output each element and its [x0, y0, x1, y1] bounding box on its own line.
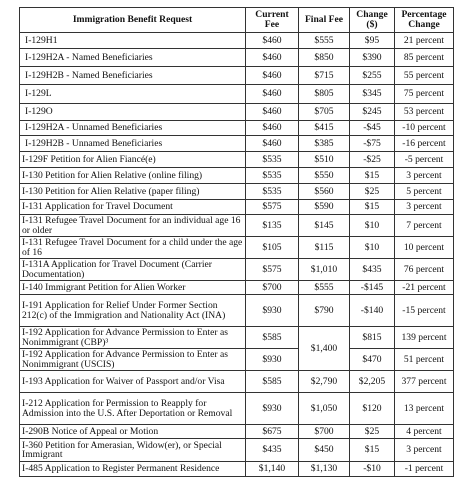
change-cell: $10 — [350, 215, 395, 237]
table-row — [20, 371, 454, 393]
table-row — [20, 49, 454, 67]
table-row — [20, 349, 454, 371]
percentage-cell: 85 percent — [395, 49, 454, 67]
current-fee-cell: $435 — [246, 439, 299, 462]
current-fee-cell: $585 — [246, 327, 299, 349]
request-cell: I-131 Refugee Travel Document for an individual age 16 or older — [20, 215, 246, 237]
final-fee-cell: $115 — [299, 237, 350, 259]
current-fee-cell: $535 — [246, 168, 299, 184]
table-row — [20, 215, 454, 237]
table-row — [20, 425, 454, 439]
final-fee-cell: $560 — [299, 184, 350, 200]
percentage-cell: -10 percent — [395, 121, 454, 136]
final-fee-cell: $1,050 — [299, 393, 350, 425]
percentage-cell: -15 percent — [395, 295, 454, 327]
final-fee-cell: $415 — [299, 121, 350, 136]
current-fee-cell: $930 — [246, 349, 299, 371]
table-row — [20, 104, 454, 121]
current-fee-cell: $675 — [246, 425, 299, 439]
percentage-cell: 377 percent — [395, 371, 454, 393]
current-fee-cell: $460 — [246, 49, 299, 67]
table-row — [20, 184, 454, 200]
final-fee-cell: $850 — [299, 49, 350, 67]
final-fee-cell: $715 — [299, 67, 350, 85]
fee-table-container — [19, 7, 454, 477]
percentage-cell: 5 percent — [395, 184, 454, 200]
current-fee-cell: $460 — [246, 67, 299, 85]
table-row — [20, 136, 454, 152]
change-cell: $25 — [350, 184, 395, 200]
table-row — [20, 295, 454, 327]
request-cell: I-360 Petition for Amerasian, Widow(er), or Special Immigrant — [20, 439, 246, 462]
percentage-cell: -16 percent — [395, 136, 454, 152]
percentage-cell: 4 percent — [395, 425, 454, 439]
request-cell: I-193 Application for Waiver of Passport and/or Visa — [20, 371, 246, 393]
table-row — [20, 439, 454, 462]
request-cell: I-485 Application to Register Permanent Residence — [20, 462, 246, 477]
request-cell: I-129H2B - Unnamed Beneficiaries — [20, 136, 246, 152]
current-fee-cell: $930 — [246, 393, 299, 425]
table-row — [20, 152, 454, 168]
final-fee-cell: $590 — [299, 200, 350, 215]
final-fee-cell: $1,010 — [299, 259, 350, 281]
final-fee-cell: $385 — [299, 136, 350, 152]
request-cell: I-129H2A - Named Beneficiaries — [20, 49, 246, 67]
percentage-cell: 13 percent — [395, 393, 454, 425]
request-cell: I-192 Application for Advance Permission to Enter as Nonimmigrant (USCIS) — [20, 349, 246, 371]
table-row — [20, 281, 454, 295]
table-row — [20, 168, 454, 184]
change-cell: $255 — [350, 67, 395, 85]
percentage-cell: 3 percent — [395, 439, 454, 462]
header-current-fee: Current Fee — [246, 8, 299, 33]
change-cell: $15 — [350, 439, 395, 462]
percentage-cell: 139 percent — [395, 327, 454, 349]
current-fee-cell: $1,140 — [246, 462, 299, 477]
percentage-cell: 21 percent — [395, 33, 454, 49]
change-cell: $95 — [350, 33, 395, 49]
current-fee-cell: $585 — [246, 371, 299, 393]
fee-table — [19, 7, 454, 477]
change-cell: $245 — [350, 104, 395, 121]
request-cell: I-130 Petition for Alien Relative (online filing) — [20, 168, 246, 184]
table-row — [20, 327, 454, 349]
header-change: Change ($) — [350, 8, 395, 33]
final-fee-cell: $550 — [299, 168, 350, 184]
request-cell: I-130 Petition for Alien Relative (paper filing) — [20, 184, 246, 200]
final-fee-cell: $805 — [299, 85, 350, 104]
percentage-cell: 3 percent — [395, 168, 454, 184]
change-cell: $470 — [350, 349, 395, 371]
percentage-cell: 53 percent — [395, 104, 454, 121]
final-fee-cell: $555 — [299, 281, 350, 295]
final-fee-cell: $705 — [299, 104, 350, 121]
change-cell: $120 — [350, 393, 395, 425]
request-cell: I-290B Notice of Appeal or Motion — [20, 425, 246, 439]
change-cell: -$145 — [350, 281, 395, 295]
current-fee-cell: $535 — [246, 152, 299, 168]
current-fee-cell: $460 — [246, 136, 299, 152]
final-fee-cell: $450 — [299, 439, 350, 462]
final-fee-cell: $145 — [299, 215, 350, 237]
change-cell: $390 — [350, 49, 395, 67]
request-cell: I-191 Application for Relief Under Former Section 212(c) of the Immigration and Nationality Act (INA) — [20, 295, 246, 327]
percentage-cell: 75 percent — [395, 85, 454, 104]
current-fee-cell: $460 — [246, 121, 299, 136]
request-cell: I-129L — [20, 85, 246, 104]
percentage-cell: -5 percent — [395, 152, 454, 168]
change-cell: $345 — [350, 85, 395, 104]
table-row — [20, 200, 454, 215]
table-row — [20, 462, 454, 477]
final-fee-cell: $700 — [299, 425, 350, 439]
percentage-cell: 51 percent — [395, 349, 454, 371]
final-fee-cell: $1,130 — [299, 462, 350, 477]
percentage-cell: -21 percent — [395, 281, 454, 295]
current-fee-cell: $575 — [246, 200, 299, 215]
current-fee-cell: $535 — [246, 184, 299, 200]
current-fee-cell: $460 — [246, 104, 299, 121]
request-cell: I-192 Application for Advance Permission to Enter as Nonimmigrant (CBP)³ — [20, 327, 246, 349]
request-cell: I-140 Immigrant Petition for Alien Worker — [20, 281, 246, 295]
header-percentage-change: Percentage Change — [395, 8, 454, 33]
final-fee-cell: $790 — [299, 295, 350, 327]
table-row — [20, 85, 454, 104]
percentage-cell: 55 percent — [395, 67, 454, 85]
request-cell: I-131 Application for Travel Document — [20, 200, 246, 215]
current-fee-cell: $460 — [246, 33, 299, 49]
percentage-cell: 76 percent — [395, 259, 454, 281]
request-cell: I-212 Application for Permission to Reapply for Admission into the U.S. After Deportation or Removal — [20, 393, 246, 425]
table-row — [20, 33, 454, 49]
percentage-cell: -1 percent — [395, 462, 454, 477]
percentage-cell: 10 percent — [395, 237, 454, 259]
request-cell: I-129H1 — [20, 33, 246, 49]
table-row — [20, 121, 454, 136]
change-cell: $435 — [350, 259, 395, 281]
request-cell: I-129H2B - Named Beneficiaries — [20, 67, 246, 85]
header-request: Immigration Benefit Request — [20, 8, 246, 33]
final-fee-cell: $510 — [299, 152, 350, 168]
current-fee-cell: $460 — [246, 85, 299, 104]
current-fee-cell: $575 — [246, 259, 299, 281]
percentage-cell: 3 percent — [395, 200, 454, 215]
change-cell: $815 — [350, 327, 395, 349]
change-cell: -$45 — [350, 121, 395, 136]
table-row — [20, 393, 454, 425]
change-cell: $2,205 — [350, 371, 395, 393]
change-cell: -$10 — [350, 462, 395, 477]
current-fee-cell: $700 — [246, 281, 299, 295]
table-row — [20, 259, 454, 281]
current-fee-cell: $930 — [246, 295, 299, 327]
percentage-cell: 7 percent — [395, 215, 454, 237]
table-row — [20, 67, 454, 85]
change-cell: $15 — [350, 168, 395, 184]
header-row — [20, 8, 454, 33]
table-row — [20, 237, 454, 259]
request-cell: I-131A Application for Travel Document (Carrier Documentation) — [20, 259, 246, 281]
final-fee-cell: $555 — [299, 33, 350, 49]
current-fee-cell: $135 — [246, 215, 299, 237]
change-cell: -$140 — [350, 295, 395, 327]
change-cell: $25 — [350, 425, 395, 439]
current-fee-cell: $105 — [246, 237, 299, 259]
change-cell: -$25 — [350, 152, 395, 168]
change-cell: $15 — [350, 200, 395, 215]
request-cell: I-129O — [20, 104, 246, 121]
header-final-fee: Final Fee — [299, 8, 350, 33]
final-fee-cell: $2,790 — [299, 371, 350, 393]
request-cell: I-129F Petition for Alien Fiancé(e) — [20, 152, 246, 168]
change-cell: -$75 — [350, 136, 395, 152]
change-cell: $10 — [350, 237, 395, 259]
request-cell: I-129H2A - Unnamed Beneficiaries — [20, 121, 246, 136]
request-cell: I-131 Refugee Travel Document for a child under the age of 16 — [20, 237, 246, 259]
final-fee-cell: $1,400 — [299, 327, 350, 371]
